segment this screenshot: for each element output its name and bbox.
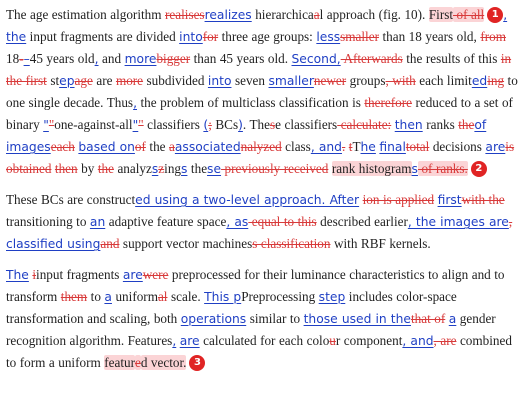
deletion-mark[interactable]: then [54,161,78,176]
text-run: decisions [429,139,486,154]
text-run: calculated for each colo [199,333,330,348]
deletion-mark[interactable]: " [48,117,55,132]
deletion-mark[interactable]: for [202,29,219,44]
text-run: transitioning to [6,214,90,229]
insertion-mark[interactable]: the [6,30,27,44]
insertion-mark[interactable]: based on [78,140,135,154]
insertion-mark[interactable]: s [411,162,418,176]
text-run: gender recognition algorithm. Features [6,311,496,348]
insertion-mark[interactable]: – [23,52,30,66]
text-run: class [281,139,311,154]
deletion-mark[interactable]: in [500,51,512,66]
insertion-mark[interactable]: Second, [291,52,341,66]
comment-marker-badge[interactable]: 2 [471,161,487,177]
text-run: ing [164,161,182,176]
insertion-mark[interactable]: , [172,334,177,348]
deletion-mark[interactable]: t [348,139,353,154]
highlighted-comment-text[interactable]: featur [104,355,135,370]
insertion-mark[interactable]: , [133,96,137,110]
deletion-mark[interactable]: u [329,333,336,348]
text-run: than 18 years old, [378,29,481,44]
text-run: classifiers [143,117,204,132]
deletion-mark[interactable]: the first [6,73,47,88]
text-run: to [87,289,105,304]
text-run: the results of this [402,51,501,66]
text-run: adaptive feature space [105,214,227,229]
text-run: one-against-all [54,117,133,132]
deletion-mark[interactable]: more [115,73,144,88]
text-run: described earlier [316,214,408,229]
insertion-mark[interactable]: This p [204,290,242,304]
deletion-mark[interactable]: a [313,7,320,22]
text-run: T [352,139,361,154]
insertion-mark[interactable]: , and [310,140,342,154]
text-run: These BCs are construct [6,192,136,207]
deletion-mark[interactable]: that of [411,311,446,326]
deletion-mark[interactable]: s [269,117,276,132]
deletion-mark[interactable]: Afterwards [340,51,403,66]
highlighted-comment-text[interactable]: d vector. [140,355,187,370]
text-run: the [145,139,170,154]
deletion-mark[interactable]: newer [313,73,347,88]
text-run: similar to [246,311,304,326]
insertion-mark[interactable]: he [360,140,376,154]
insertion-mark[interactable]: more [124,52,157,66]
text-run: input fragments [36,267,123,282]
text-run: BCs [211,117,239,132]
deletion-mark[interactable]: , [508,214,513,229]
deletion-mark[interactable]: realises [165,7,205,22]
insertion-mark[interactable]: se [207,162,222,176]
insertion-mark[interactable]: realizes [204,8,252,22]
insertion-mark[interactable]: less [316,30,341,44]
deletion-mark[interactable]: the [458,117,475,132]
tracked-changes-document [6,4,520,382]
insertion-mark[interactable]: s [151,162,159,176]
text-run: Preprocessing [241,289,319,304]
deletion-mark[interactable]: s classification [252,236,331,251]
insertion-mark[interactable]: , the images are [407,215,509,229]
deletion-mark[interactable]: , with [385,73,416,88]
paragraph-3 [6,264,520,373]
insertion-mark[interactable]: a [104,290,112,304]
text-run: and [98,51,125,66]
insertion-mark[interactable]: final [379,140,406,154]
insertion-mark[interactable]: , [94,52,99,66]
text-run: are [92,73,116,88]
text-run: with RBF kernels. [330,236,431,251]
deletion-mark[interactable]: and [100,236,120,251]
text-run: than 45 years old. [190,51,292,66]
deletion-mark[interactable]: were [142,267,169,282]
text-run: 45 years old [29,51,95,66]
text-run: seven [231,73,269,88]
text-run: input fragments are divided [26,29,180,44]
deletion-mark[interactable]: age [74,73,93,88]
insertion-mark[interactable]: ep [59,74,75,88]
insertion-mark[interactable]: into [179,30,203,44]
comment-marker-badge[interactable]: 3 [189,355,205,371]
text-run: each limit [415,73,472,88]
insertion-mark[interactable]: classified using [6,237,101,251]
text-run: combined to form a uniform [6,333,512,370]
highlighted-comment-text[interactable]: First [428,7,454,22]
text-run: to one single decade. Thus [6,73,518,110]
highlighted-comment-text[interactable]: rank histogram [331,161,412,176]
insertion-mark[interactable]: those used in the [303,312,411,326]
insertion-mark[interactable]: images [6,140,51,154]
deletion-mark[interactable]: equal to this [248,214,317,229]
comment-marker-badge[interactable]: 1 [487,7,503,23]
insertion-mark[interactable]: associated [174,140,241,154]
text-run: reduced to a set of binary [6,95,513,132]
insertion-mark[interactable]: , [503,8,508,22]
insertion-mark[interactable]: operations [180,312,247,326]
deletion-mark[interactable]: previously received [221,161,329,176]
insertion-mark[interactable]: of [474,118,487,132]
deletion-mark[interactable]: a [169,139,175,154]
insertion-mark[interactable]: ) [238,118,243,132]
insertion-mark[interactable]: into [207,74,232,88]
insertion-mark[interactable]: s [181,162,188,176]
insertion-mark[interactable]: are [122,268,143,282]
text-run: the [187,161,208,176]
text-run: l approach (fig. 10). [319,7,429,22]
insertion-mark[interactable]: then [394,118,423,132]
text-run: scale. [167,289,205,304]
insertion-mark[interactable]: ( [203,118,209,132]
insertion-mark[interactable]: ed [471,74,488,88]
deletion-mark[interactable]: of [134,139,146,154]
text-run: groups [346,73,386,88]
deletion-mark[interactable]: the [97,161,114,176]
deletion-mark[interactable]: nalyzed [240,139,282,154]
deletion-mark[interactable]: z [158,161,165,176]
text-run: support vector machines [119,236,253,251]
insertion-mark[interactable]: " [132,118,139,132]
insertion-mark[interactable]: first [437,193,462,207]
text-run: subdivided [143,73,208,88]
highlighted-deletion-mark[interactable]: e [134,355,141,370]
insertion-mark[interactable]: , as [226,215,249,229]
insertion-mark[interactable]: " [43,118,49,132]
insertion-mark[interactable]: smaller [268,74,314,88]
insertion-mark[interactable]: an [89,215,106,229]
deletion-mark[interactable]: them [60,289,88,304]
deletion-mark[interactable]: " [138,117,144,132]
deletion-mark[interactable]: , are [433,333,457,348]
insertion-mark[interactable]: ed using a two-level approach. After [135,193,360,207]
text-run: . The [242,117,270,132]
deletion-mark[interactable]: obtained [6,161,52,176]
text-run: includes color-space transformation and scaling, both [6,289,457,326]
text-run: st [46,73,60,88]
deletion-mark[interactable]: from [480,29,506,44]
deletion-mark[interactable]: bigger [156,51,191,66]
text-run: hierarchica [251,7,314,22]
text-run: e classifiers [275,117,338,132]
text-run: ranks [422,117,459,132]
deletion-mark[interactable]: total [405,139,430,154]
text-run: The age estimation algorithm [6,7,166,22]
deletion-mark[interactable]: is [505,139,515,154]
deletion-mark[interactable]: ; [208,117,212,132]
text-run: analyz [113,161,152,176]
insertion-mark[interactable]: The [6,268,29,282]
deletion-mark[interactable]: with the [461,192,505,207]
insertion-mark[interactable]: are [179,334,200,348]
deletion-mark[interactable]: . [341,139,346,154]
text-run: 18 [6,51,20,66]
deletion-mark[interactable]: ing [487,73,505,88]
deletion-mark[interactable]: al [157,289,168,304]
deletion-mark[interactable]: calculate: [337,117,392,132]
deletion-mark[interactable]: smaller [340,29,379,44]
paragraph-1 [6,4,520,180]
insertion-mark[interactable]: step [318,290,346,304]
insertion-mark[interactable]: , and [402,334,434,348]
highlighted-deletion-mark[interactable]: of ranks. [417,161,468,176]
deletion-mark[interactable]: i [32,267,37,282]
text-run: three age groups: [218,29,317,44]
insertion-mark[interactable]: are [485,140,506,154]
highlighted-deletion-mark[interactable]: of all [453,7,485,22]
text-run: uniform [111,289,158,304]
insertion-mark[interactable]: a [448,312,457,326]
paragraph-2 [6,189,520,255]
deletion-mark[interactable]: therefore [364,95,412,110]
text-run: preprocessed for their luminance characteristics to align and to transform [6,267,505,304]
deletion-mark[interactable]: ion is applied [362,192,435,207]
text-run: the problem of multiclass classification is [137,95,365,110]
text-run: r component [335,333,403,348]
deletion-mark[interactable]: - [19,51,24,66]
deletion-mark[interactable]: each [50,139,75,154]
text-run: by [77,161,98,176]
